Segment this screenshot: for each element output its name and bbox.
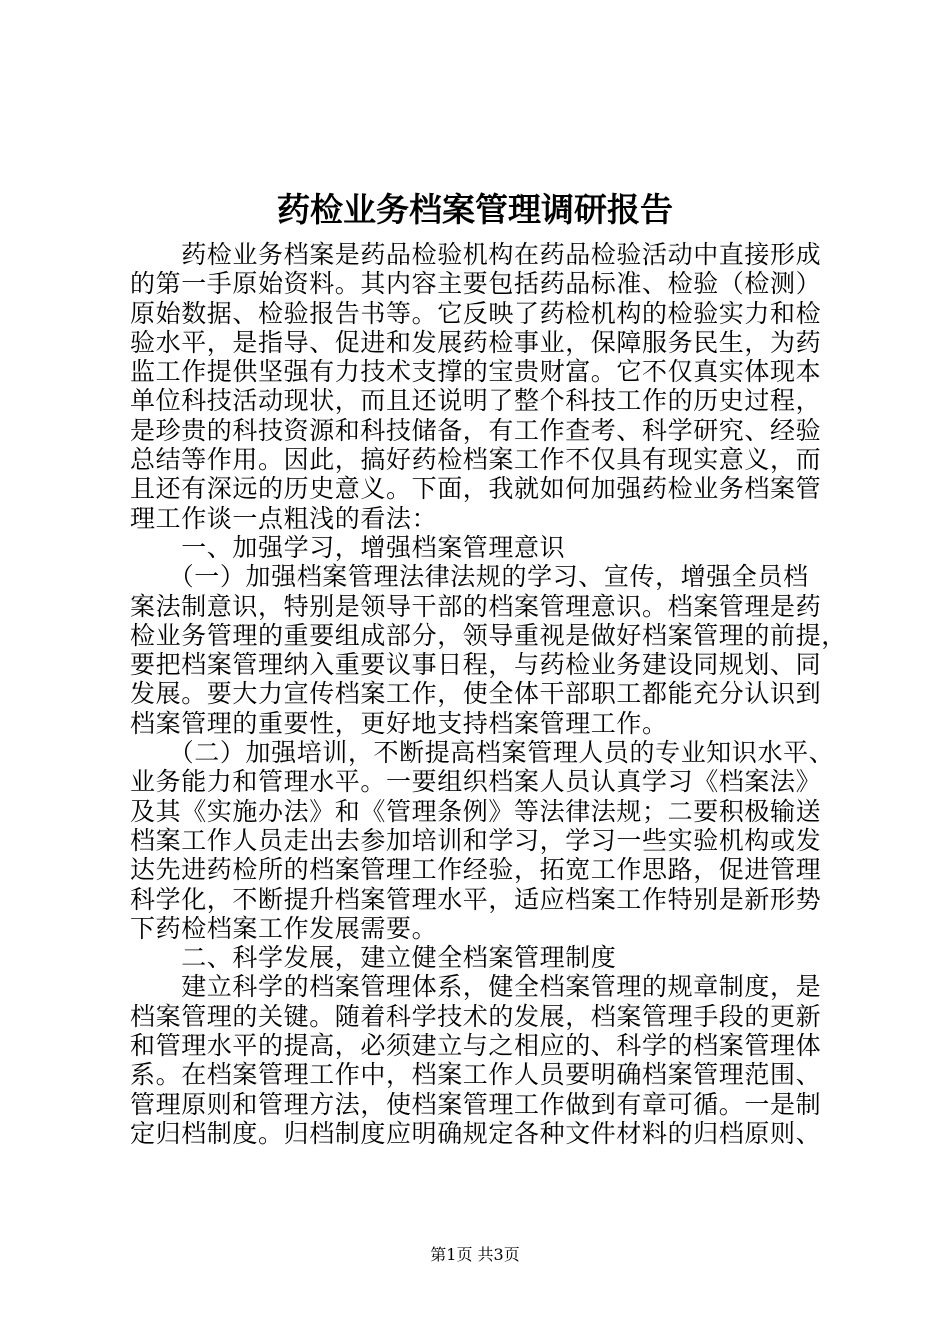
document-body [130, 240, 847, 1148]
body-line: 原始数据、检验报告书等。它反映了药检机构的检验实力和检 [130, 298, 822, 328]
body-line: 的第一手原始资料。其内容主要包括药品标准、检验（检测） [130, 269, 822, 299]
body-line: 案法制意识，特别是领导干部的档案管理意识。档案管理是药 [130, 591, 822, 621]
body-line: 一、加强学习，增强档案管理意识 [130, 532, 566, 562]
body-line: （二）加强培训，不断提高档案管理人员的专业知识水平、 [130, 738, 835, 768]
body-line: 单位科技活动现状，而且还说明了整个科技工作的历史过程， [130, 386, 822, 416]
body-line: 总结等作用。因此，搞好药检档案工作不仅具有现实意义，而 [130, 445, 822, 475]
body-line: 且还有深远的历史意义。下面，我就如何加强药检业务档案管 [130, 474, 822, 504]
body-line: 和管理水平的提高，必须建立与之相应的、科学的档案管理体 [130, 1031, 822, 1061]
body-line: 是珍贵的科技资源和科技储备，有工作查考、科学研究、经验 [130, 415, 822, 445]
body-line: 定归档制度。归档制度应明确规定各种文件材料的归档原则、 [130, 1118, 822, 1148]
body-line: 科学化，不断提升档案管理水平，适应档案工作特别是新形势 [130, 884, 822, 914]
body-line: 管理原则和管理方法，使档案管理工作做到有章可循。一是制 [130, 1089, 822, 1119]
page-footer: 第1页 共3页 [430, 1245, 520, 1264]
body-line: 二、科学发展，建立健全档案管理制度 [130, 943, 617, 973]
body-line: （一）加强档案管理法律法规的学习、宣传，增强全员档 [130, 562, 809, 592]
body-line: 业务能力和管理水平。一要组织档案人员认真学习《档案法》 [130, 767, 822, 797]
body-line: 下药检档案工作发展需要。 [130, 913, 438, 943]
body-line: 监工作提供坚强有力技术支撑的宝贵财富。它不仅真实体现本 [130, 357, 822, 387]
body-line: 档案管理的关键。随着科学技术的发展，档案管理手段的更新 [130, 1001, 822, 1031]
body-line: 药检业务档案是药品检验机构在药品检验活动中直接形成 [130, 240, 822, 269]
body-line: 要把档案管理纳入重要议事日程，与药检业务建设同规划、同 [130, 650, 822, 680]
body-line: 理工作谈一点粗浅的看法： [130, 503, 438, 533]
body-line: 验水平，是指导、促进和发展药检事业，保障服务民生，为药 [130, 327, 822, 357]
body-line: 检业务管理的重要组成部分，领导重视是做好档案管理的前提， [130, 620, 847, 650]
body-line: 及其《实施办法》和《管理条例》等法律法规；二要积极输送 [130, 796, 822, 826]
body-line: 发展。要大力宣传档案工作，使全体干部职工都能充分认识到 [130, 679, 822, 709]
body-line: 达先进药检所的档案管理工作经验，拓宽工作思路，促进管理 [130, 855, 822, 885]
body-line: 建立科学的档案管理体系，健全档案管理的规章制度，是 [130, 972, 822, 1002]
body-line: 档案管理的重要性，更好地支持档案管理工作。 [130, 708, 668, 738]
body-line: 系。在档案管理工作中，档案工作人员要明确档案管理范围、 [130, 1060, 822, 1090]
document-title: 药检业务档案管理调研报告 [277, 190, 673, 229]
body-line: 档案工作人员走出去参加培训和学习，学习一些实验机构或发 [130, 825, 822, 855]
